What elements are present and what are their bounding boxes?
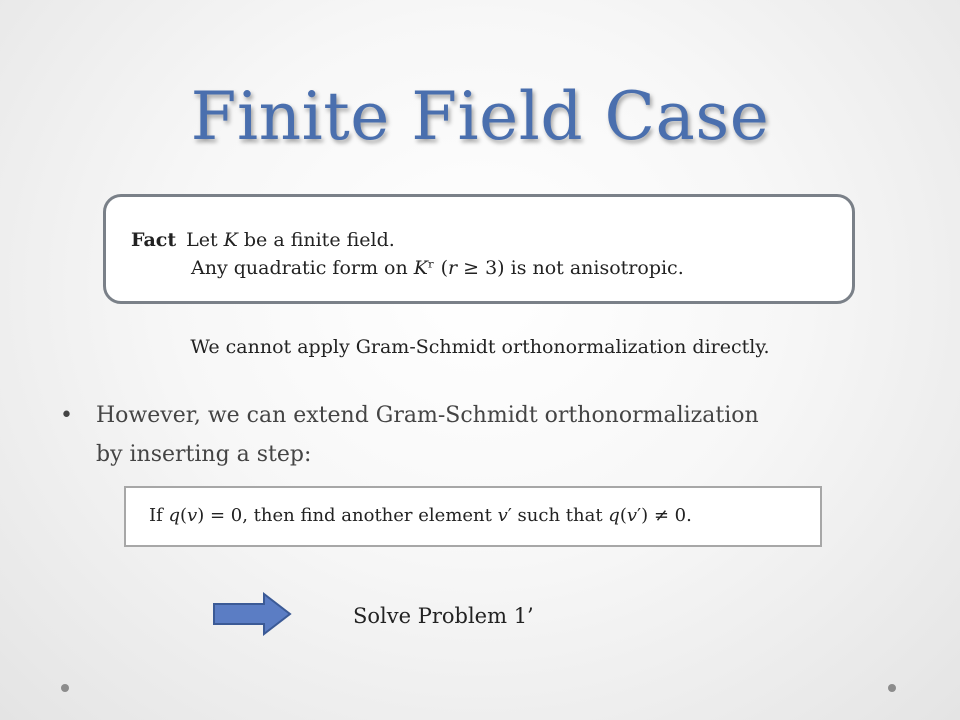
note-text: We cannot apply Gram-Schmidt orthonormalization directly. (190, 336, 770, 358)
bullet-line-1: However, we can extend Gram-Schmidt orthonormalization (96, 403, 759, 428)
right-arrow-icon (212, 592, 292, 636)
solve-text: Solve Problem 1’ (353, 604, 534, 628)
fact-text-1: Let 𝐾 be a finite field. (186, 229, 395, 251)
fact-text-2: Any quadratic form on 𝐾ʳ (𝑟 ≥ 3) is not anisotropic. (191, 257, 684, 279)
bullet-item (60, 403, 759, 428)
slide-title: Finite Field Case (190, 78, 770, 155)
fact-line-1 (131, 229, 395, 251)
bullet-dot-icon: • (60, 403, 73, 428)
bullet-line-2: by inserting a step: (96, 442, 312, 467)
nav-dot-left (61, 684, 69, 692)
step-text: If 𝑞(𝑣) = 0, then find another element 𝑣′ such that 𝑞(𝑣′) ≠ 0. (149, 505, 692, 526)
fact-box (103, 194, 855, 304)
fact-label: Fact (131, 229, 177, 251)
nav-dot-right (888, 684, 896, 692)
step-box (124, 486, 822, 547)
